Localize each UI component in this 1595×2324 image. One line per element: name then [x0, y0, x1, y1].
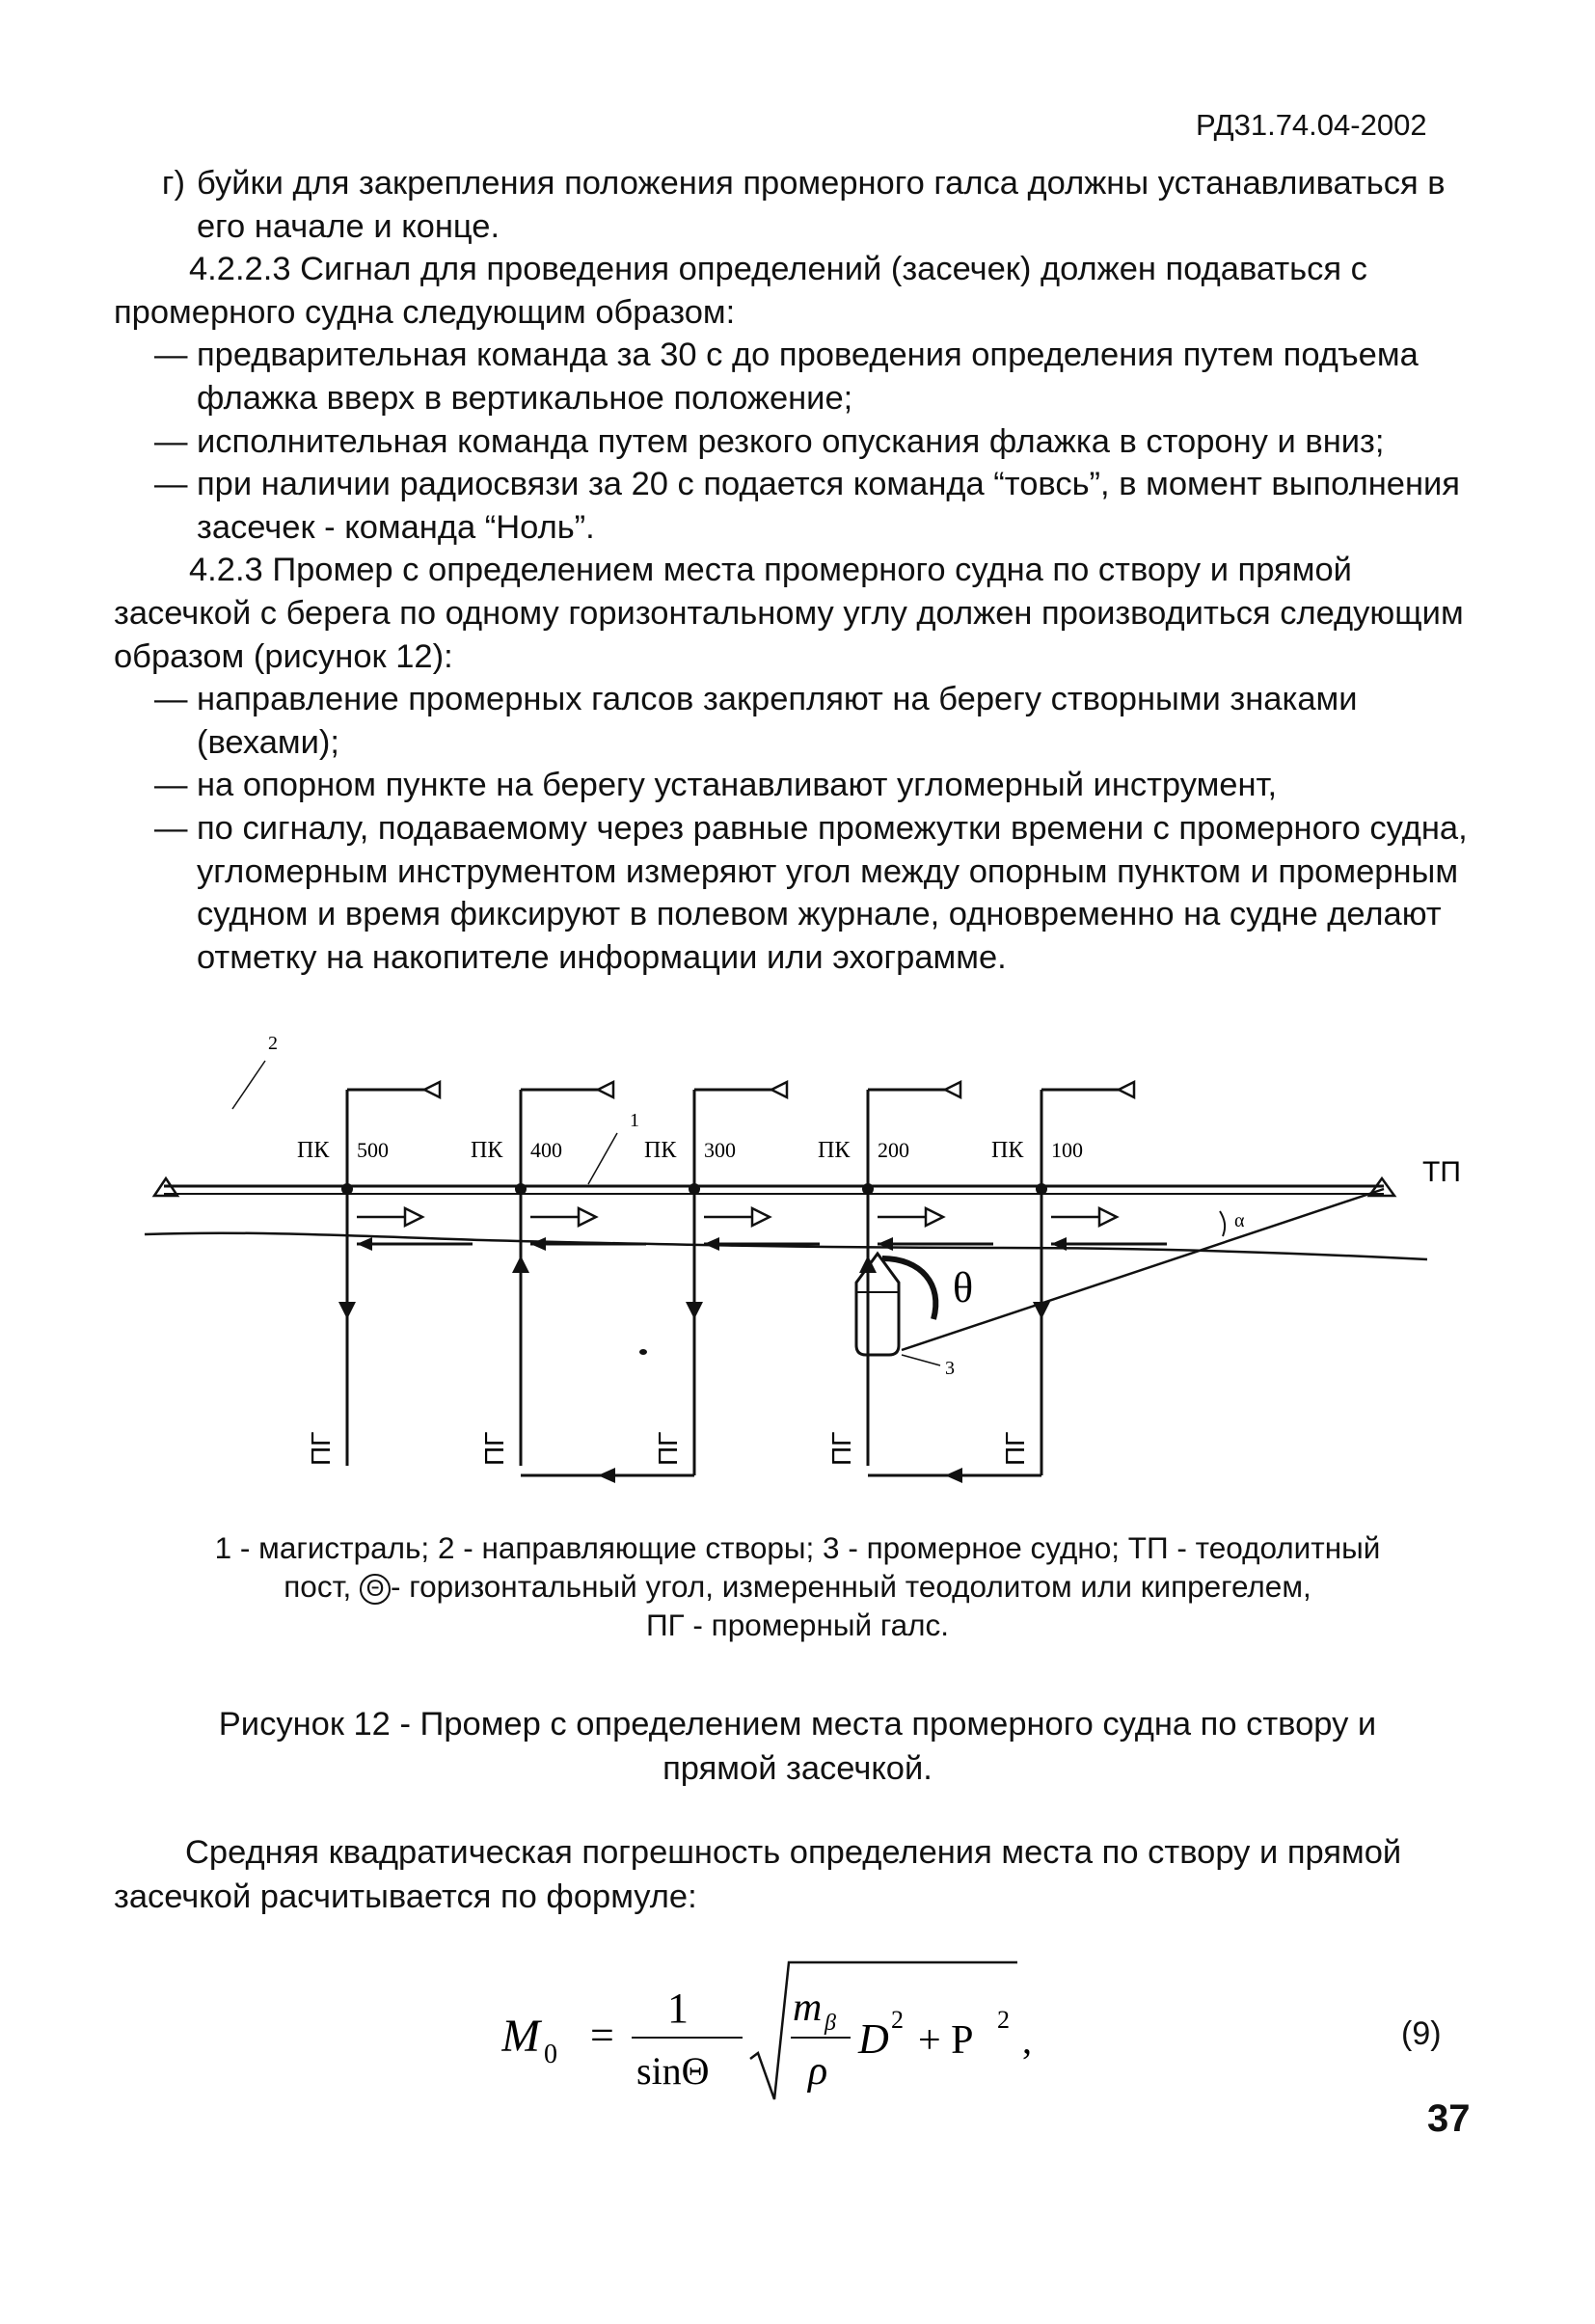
dash-marker: — [154, 337, 188, 374]
list-item-text: предварительная команда за 30 с до проведения определения путем подъема флажка вверх в вертикальное положение; [197, 337, 1419, 417]
pg-label: ПГ [653, 1431, 683, 1466]
list-item [114, 334, 1495, 419]
picket-number: 100 [1051, 1138, 1083, 1162]
list-item [114, 678, 1495, 764]
caption-line-2-prefix: пост, [284, 1569, 352, 1604]
equation-number: (9) [1401, 2015, 1442, 2052]
picket-number: 500 [357, 1138, 389, 1162]
formula-equals: = [590, 2012, 614, 2059]
picket-point [862, 1183, 874, 1195]
document-code: РД31.74.04-2002 [1196, 108, 1427, 142]
formula-m-beta: m [793, 1986, 823, 2030]
picket-100 [991, 1082, 1167, 1475]
list-item [114, 420, 1495, 464]
pk-label: ПК [991, 1138, 1024, 1163]
formula-beta-sub: β [825, 2011, 836, 2036]
formula-d: D [858, 2015, 889, 2063]
list-item [114, 764, 1495, 807]
figure-caption [96, 1528, 1499, 1644]
picket-300 [644, 1082, 820, 1475]
pk-label: ПК [297, 1138, 330, 1163]
page-number: 37 [1427, 2097, 1471, 2140]
callout-2-leader [232, 1061, 265, 1109]
theta-label: θ [953, 1264, 974, 1311]
formula-p-squared: 2 [997, 2006, 1010, 2034]
caption-line-2 [96, 1567, 1499, 1606]
pk-label: ПК [818, 1138, 851, 1163]
picket-400 [471, 1082, 646, 1466]
formula-9 [501, 1953, 1041, 2117]
formula-p: + P [918, 2018, 974, 2063]
dash-marker: — [154, 767, 188, 804]
list-item-text: исполнительная команда путем резкого опускания флажка в сторону и вниз; [197, 422, 1385, 460]
paragraph-4-2-3: 4.2.3 Промер с определением места промерного судна по створу и прямой засечкой с берега по одному горизонтальному углу должен производиться следующим образом (рисунок 12): [114, 552, 1464, 675]
shoreline [145, 1233, 1427, 1259]
magistral-line [154, 1178, 1394, 1196]
theta-arc [882, 1258, 935, 1319]
callout-2: 2 [268, 1033, 278, 1054]
list-item-text: направление промерных галсов закрепляют на берегу створными знаками (вехами); [197, 681, 1358, 761]
formula-d-squared: 2 [891, 2006, 904, 2034]
figure-12-diagram [135, 1013, 1466, 1533]
galse-connector [521, 1468, 694, 1483]
pg-label: ПГ [826, 1431, 856, 1466]
list-marker: г) [161, 165, 185, 202]
formula-comma: , [1022, 2018, 1032, 2062]
galse-connector [868, 1468, 1041, 1483]
formula-m: M [501, 2011, 540, 2062]
pg-label: ПГ [479, 1431, 509, 1466]
tp-label: ТП [1422, 1156, 1461, 1188]
formula-rho: ρ [808, 2049, 828, 2094]
alpha-arc [1220, 1211, 1225, 1236]
dash-marker: — [154, 681, 188, 718]
body-text [114, 162, 1495, 979]
callout-1-leader [588, 1133, 617, 1184]
list-item-g [114, 162, 1495, 248]
list-item-text: при наличии радиосвязи за 20 с подается команда “товсь”, в момент выполнения засечек - команда “Ноль”. [197, 466, 1460, 546]
picket-point [515, 1183, 527, 1195]
picket-500 [297, 1082, 473, 1466]
picket-number: 400 [530, 1138, 562, 1162]
callout-3-leader [902, 1355, 940, 1365]
alpha-label: α [1234, 1210, 1245, 1231]
picket-point [341, 1183, 353, 1195]
paragraph-4-2-2-3: 4.2.2.3 Сигнал для проведения определений (засечек) должен подаваться с промерного судна следующим образом: [114, 251, 1367, 331]
dash-marker: — [154, 809, 188, 847]
callout-1: 1 [630, 1110, 639, 1131]
list-item [114, 807, 1495, 979]
dash-marker: — [154, 466, 188, 503]
sight-line [902, 1189, 1384, 1350]
list-item-text: по сигналу, подаваемому через равные промежутки времени с промерного судна, угломерным инструментом измеряют угол между опорным пунктом и промерным судном и время фиксируют в полевом журнале, одновременно на судне делают отметку на накопителе информации или эхограмме. [197, 809, 1468, 976]
caption-line-2-rest: - горизонтальный угол, измеренный теодолитом или кипрегелем, [391, 1569, 1311, 1604]
pk-label: ПК [471, 1138, 503, 1163]
picket-point [1036, 1183, 1047, 1195]
list-item [114, 463, 1495, 549]
caption-line-3: ПГ - промерный галс. [645, 1608, 950, 1642]
list-item-text: буйки для закрепления положения промерного галса должны устанавливаться в его начале и конце. [197, 165, 1446, 245]
theta-symbol: Θ [360, 1574, 391, 1605]
picket-number: 300 [704, 1138, 736, 1162]
formula-paragraph: Средняя квадратическая погрешность определения места по створу и прямой засечкой расчитывается по формуле: [114, 1834, 1402, 1915]
pg-label: ПГ [306, 1431, 336, 1466]
small-mark [639, 1349, 647, 1355]
caption-line-1: 1 - магистраль; 2 - направляющие створы; 3 - промерное судно; ТП - теодолитный [214, 1530, 1381, 1565]
formula-m-sub: 0 [544, 2040, 557, 2069]
list-item-text: на опорном пункте на берегу устанавливают угломерный инструмент, [197, 767, 1278, 804]
formula-numerator: 1 [667, 1985, 689, 2032]
pg-label: ПГ [1000, 1431, 1030, 1466]
picket-point [689, 1183, 700, 1195]
formula-denominator: sinΘ [636, 2049, 710, 2093]
dash-marker: — [154, 422, 188, 460]
pk-label: ПК [644, 1138, 677, 1163]
figure-title: Рисунок 12 - Промер с определением места промерного судна по створу и прямой засечкой. [218, 1706, 1377, 1787]
picket-number: 200 [878, 1138, 909, 1162]
callout-3: 3 [945, 1358, 955, 1379]
